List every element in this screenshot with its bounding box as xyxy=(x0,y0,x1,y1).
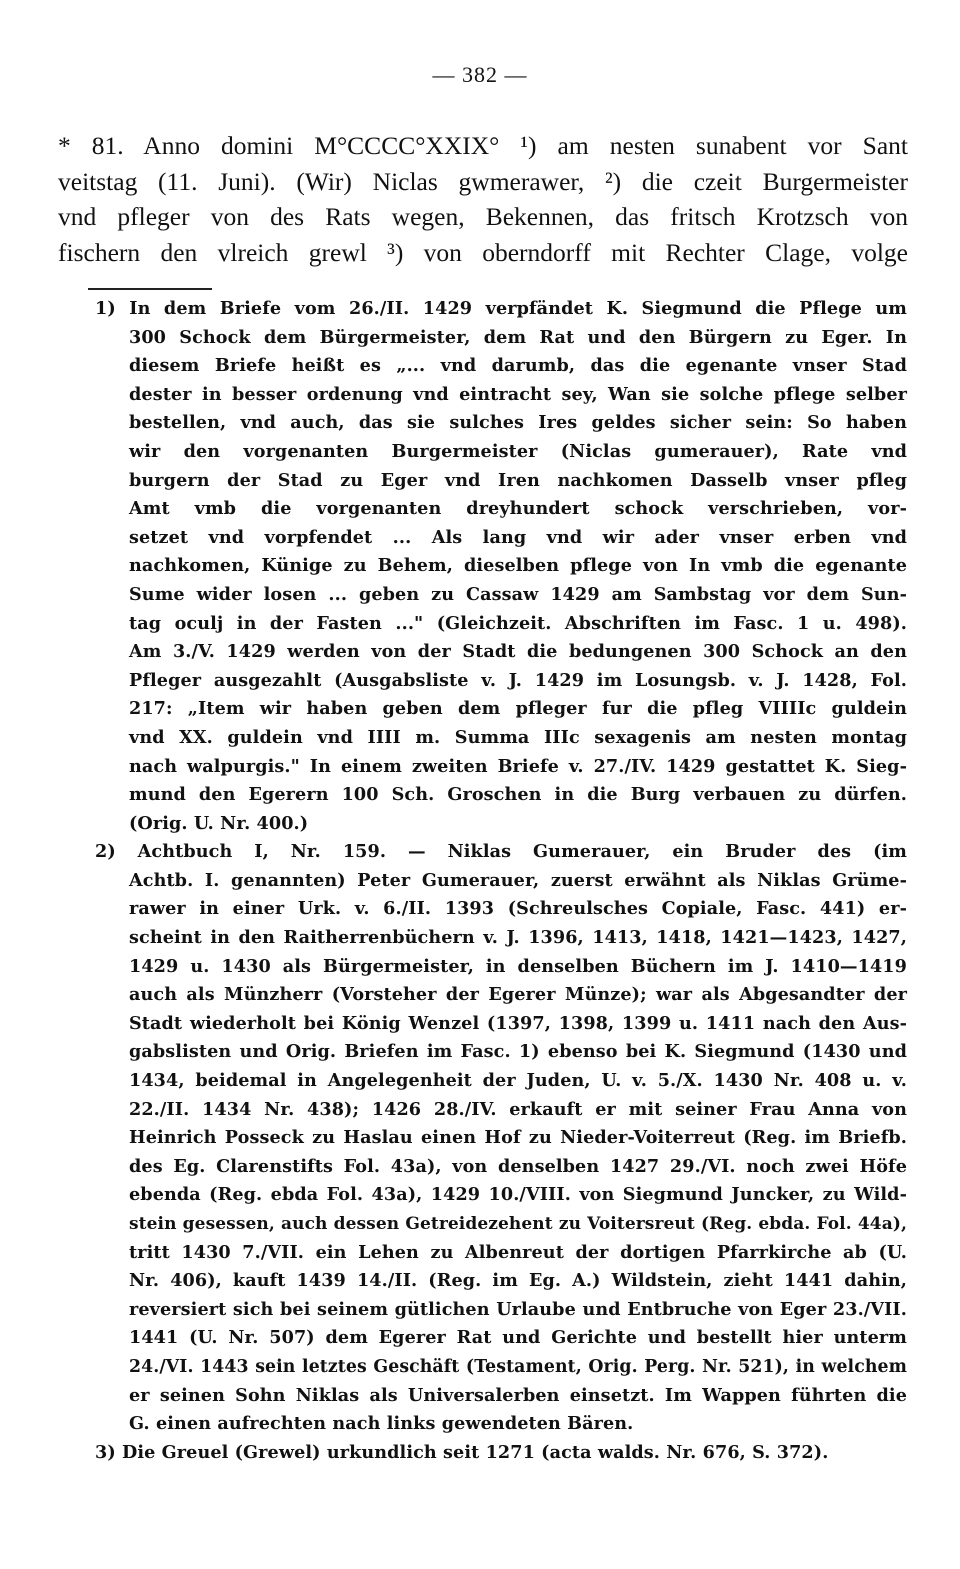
footnote-line: 2) Achtbuch I, Nr. 159. — Niklas Gumerauer, ein Bruder des (im xyxy=(95,841,907,863)
footnote-line: Amt vmb die vorgenanten dreyhundert schock verschrieben, vor- xyxy=(129,498,907,520)
footnote-line: (Orig. U. Nr. 400.) xyxy=(129,812,309,834)
footnote-line: er seinen Sohn Niklas als Universalerben einsetzt. Im Wappen führten die xyxy=(129,1384,907,1406)
footnote-line: 24./VI. 1443 sein letztes Geschäft (Testament, Orig. Perg. Nr. 521), in welchem xyxy=(129,1356,907,1377)
footnote-line: 1429 u. 1430 als Bürgermeister, in denselben Büchern im J. 1410—1419 xyxy=(129,955,907,977)
footnote-line: Sume wider losen ... geben zu Cassaw 1429 am Sambstag vor dem Sun- xyxy=(129,583,907,605)
footnote-line: Am 3./V. 1429 werden von der Stadt die bedungenen 300 Schock an den xyxy=(129,641,907,663)
footnote-line: Stadt wiederholt bei König Wenzel (1397, 1398, 1399 u. 1411 nach den Aus- xyxy=(129,1012,907,1034)
main-text-line: vnd pfleger von des Rats wegen, Bekennen, das fritsch Krotzsch von xyxy=(58,202,908,231)
footnote-line: ebenda (Reg. ebda Fol. 43a), 1429 10./VIII. von Siegmund Juncker, zu Wild- xyxy=(129,1184,907,1206)
footnote-line: tag oculj in der Fasten ..." (Gleichzeit. Abschriften im Fasc. 1 u. 498). xyxy=(129,612,907,634)
footnote-line: G. einen aufrechten nach links gewendeten Bären. xyxy=(129,1413,634,1435)
footnote-line: Heinrich Posseck zu Haslau einen Hof zu Nieder-Voiterreut (Reg. im Briefb. xyxy=(129,1127,907,1149)
footnote-line: 22./II. 1434 Nr. 438); 1426 28./IV. erkauft er mit seiner Frau Anna von xyxy=(129,1098,907,1120)
footnote-line: tritt 1430 7./VII. ein Lehen zu Albenreut der dortigen Pfarrkirche ab (U. xyxy=(129,1241,907,1263)
footnote-line: vnd XX. guldein vnd IIII m. Summa IIIc sexagenis am nesten montag xyxy=(129,726,907,748)
main-text-block xyxy=(58,128,908,270)
footnote-line: wir den vorgenanten Burgermeister (Niclas gumerauer), Rate vnd xyxy=(129,440,907,462)
footnote-line: des Eg. Clarenstifts Fol. 43a), von denselben 1427 29./VI. noch zwei Höfe xyxy=(129,1155,907,1177)
footnote-separator xyxy=(88,288,212,290)
footnote-line: 1441 (U. Nr. 507) dem Egerer Rat und Gerichte und bestellt hier unterm xyxy=(129,1327,907,1349)
footnote-line: burgern der Stad zu Eger vnd Iren nachkomen Dasselb vnser pfleg xyxy=(129,469,907,491)
footnote-line: bestellen, vnd auch, das sie sulches Ires geldes sicher sein: So haben xyxy=(129,412,907,434)
footnote-line: nach walpurgis." In einem zweiten Briefe v. 27./IV. 1429 gestattet K. Sieg- xyxy=(129,755,907,777)
footnote-line: 1) In dem Briefe vom 26./II. 1429 verpfändet K. Siegmund die Pflege um xyxy=(95,298,907,319)
footnote-line: 1434, beidemal in Angelegenheit der Juden, U. v. 5./X. 1430 Nr. 408 u. v. xyxy=(129,1070,907,1092)
footnote-line: diesem Briefe heißt es „... vnd darumb, das die egenante vnser Stad xyxy=(129,355,907,377)
footnote-line: reversiert sich bei seinem gütlichen Urlaube und Entbruche von Eger 23./VII. xyxy=(129,1298,907,1320)
footnote-line: setzet vnd vorpfendet ... Als lang vnd wir ader vnser erben vnd xyxy=(129,526,907,548)
main-text-line: veitstag (11. Juni). (Wir) Niclas gwmerawer, ²) die czeit Burgermeister xyxy=(58,166,908,196)
footnote-line: 217: „Item wir haben geben dem pfleger fur die pfleg VIIIIc guldein xyxy=(129,698,907,720)
footnote-line: Nr. 406), kauft 1439 14./II. (Reg. im Eg. A.) Wildstein, zieht 1441 dahin, xyxy=(129,1270,907,1292)
footnote-line: nachkomen, Künige zu Behem, dieselben pflege von In vmb die egenante xyxy=(129,555,907,577)
footnote-line: 300 Schock dem Bürgermeister, dem Rat und den Bürgern zu Eger. In xyxy=(129,326,907,348)
main-text-line: fischern den vlreich grewl ³) von oberndorff mit Rechter Clage, volge xyxy=(58,237,908,267)
footnote-line: mund den Egerern 100 Sch. Groschen in die Burg verbauen zu dürfen. xyxy=(129,784,907,806)
main-text-line: * 81. Anno domini M°CCCC°XXIX° ¹) am nesten sunabent vor Sant xyxy=(58,131,908,160)
footnote-line: gabslisten und Orig. Briefen im Fasc. 1) ebenso bei K. Siegmund (1430 und xyxy=(129,1041,907,1063)
footnote-line: 3) Die Greuel (Grewel) urkundlich seit 1271 (acta walds. Nr. 676, S. 372). xyxy=(95,1441,829,1463)
footnote-line: rawer in einer Urk. v. 6./II. 1393 (Schreulsches Copiale, Fasc. 441) er- xyxy=(129,898,907,920)
footnote-line: dester in besser ordenung vnd eintracht sey, Wan sie solche pflege selber xyxy=(129,383,907,405)
footnote-line: scheint in den Raitherrenbüchern v. J. 1396, 1413, 1418, 1421—1423, 1427, xyxy=(129,927,907,949)
footnote-line: Achtb. I. genannten) Peter Gumerauer, zuerst erwähnt als Niklas Grüme- xyxy=(129,869,907,891)
footnote-line: stein gesessen, auch dessen Getreidezehent zu Voitersreut (Reg. ebda. Fol. 44a), xyxy=(129,1214,907,1234)
footnote-line: Pfleger ausgezahlt (Ausgabsliste v. J. 1429 im Losungsb. v. J. 1428, Fol. xyxy=(129,669,907,691)
footnote-line: auch als Münzherr (Vorsteher der Egerer Münze); war als Abgesandter der xyxy=(129,984,907,1006)
page-number: — 382 — xyxy=(432,62,528,87)
footnotes-block xyxy=(95,295,907,1467)
